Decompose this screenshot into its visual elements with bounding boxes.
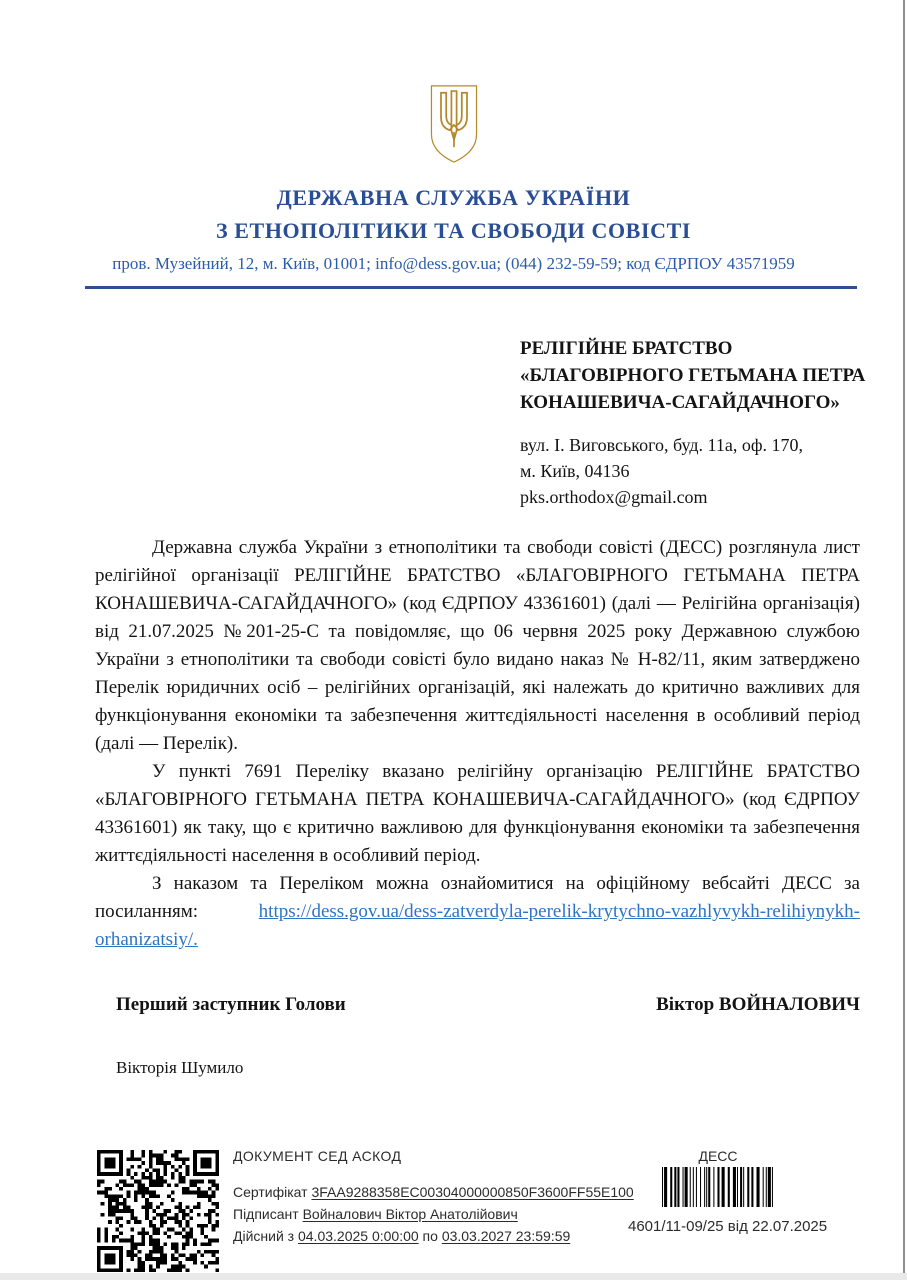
letter-body bbox=[95, 534, 860, 954]
org-contact-line: пров. Музейний, 12, м. Київ, 01001; info@dess.gov.ua; (044) 232-59-59; код ЄДРПОУ 43571959 bbox=[112, 254, 795, 273]
recipient-address-line: вул. І. Виговського, буд. 11а, оф. 170, bbox=[520, 435, 803, 455]
validity-from: 04.03.2025 0:00:00 bbox=[297, 1228, 419, 1244]
sed-askod-label: ДОКУМЕНТ СЕД АСКОД bbox=[233, 1148, 402, 1164]
paragraph-1: Державна служба України з етнополітики та свободи совісті (ДЕСС) розглянула лист релігійної організації РЕЛІГІЙНЕ БРАТСТВО «БЛАГОВІРНОГО ГЕТЬМАНА ПЕТРА КОНАШЕВИЧА-САГАЙДАЧНОГО» (код ЄДРПОУ 43361601) (далі — Релігійна організація) від 21.07.2025 №201-25-С та повідомляє, що 06 червня 2025 року Державною службою України з етнополітики та свободи совісті було видано наказ № Н-82/11, яким затверджено Перелік юридичних осіб – релігійних організацій, які належать до критично важливих для функціонування економіки та забезпечення життєдіяльності населення в особливий період (далі — Перелік). bbox=[95, 537, 860, 754]
paragraph-3-text: З наказом та Переліком можна ознайомитися на офіційному вебсайті ДЕСС за посиланням: bbox=[95, 873, 860, 922]
barcode-label: ДЕСС bbox=[698, 1148, 738, 1164]
signature-stamp-block bbox=[233, 1148, 634, 1247]
signature-row bbox=[116, 994, 860, 1016]
viewer-right-edge bbox=[903, 0, 905, 1280]
perelik-link[interactable]: https://dess.gov.ua/dess-zatverdyla-perelik-krytychno-vazhlyvykh-relihiynykh-orhanizatsiy/. bbox=[95, 901, 860, 950]
ukraine-trident-emblem-icon bbox=[428, 84, 480, 164]
recipient-address bbox=[520, 432, 872, 510]
letterhead-divider bbox=[85, 286, 857, 289]
recipient-name: РЕЛІГІЙНЕ БРАТСТВО «БЛАГОВІРНОГО ГЕТЬМАНА ПЕТРА КОНАШЕВИЧА-САГАЙДАЧНОГО» bbox=[520, 338, 866, 413]
paragraph-3 bbox=[95, 870, 860, 954]
letterhead bbox=[0, 0, 907, 169]
qr-code bbox=[97, 1150, 219, 1272]
validity-line bbox=[233, 1225, 634, 1247]
recipient-email: pks.orthodox@gmail.com bbox=[520, 487, 708, 507]
validity-mid: по bbox=[422, 1228, 438, 1244]
signer-label: Підписант bbox=[233, 1206, 299, 1222]
signer-line bbox=[233, 1203, 634, 1225]
certificate-value: 3FAA9288358EC00304000000850F3600FF55E100 bbox=[311, 1184, 634, 1200]
signer-position: Перший заступник Голови bbox=[116, 994, 346, 1015]
executor-name: Вікторія Шумило bbox=[116, 1058, 244, 1077]
validity-prefix: Дійсний з bbox=[233, 1228, 295, 1244]
signer-value: Войналович Віктор Анатолійович bbox=[302, 1206, 518, 1222]
recipient-address-line: м. Київ, 04136 bbox=[520, 461, 630, 481]
org-title-line1: ДЕРЖАВНА СЛУЖБА УКРАЇНИ bbox=[276, 185, 631, 210]
org-title bbox=[0, 181, 907, 247]
validity-to: 03.03.2027 23:59:59 bbox=[441, 1228, 571, 1244]
signer-name: Віктор ВОЙНАЛОВИЧ bbox=[656, 994, 860, 1015]
barcode bbox=[662, 1167, 775, 1207]
registration-number: 4601/11-09/25 від 22.07.2025 bbox=[628, 1218, 828, 1235]
registration-barcode-block bbox=[628, 1148, 828, 1235]
certificate-label: Сертифікат bbox=[233, 1184, 308, 1200]
paragraph-2: У пункті 7691 Переліку вказано релігійну організацію РЕЛІГІЙНЕ БРАТСТВО «БЛАГОВІРНОГО ГЕТЬМАНА ПЕТРА КОНАШЕВИЧА-САГАЙДАЧНОГО» (код ЄДРПОУ 43361601) як таку, що є критично важливою для функціонування економіки та забезпечення життєдіяльності населення в особливий період. bbox=[95, 761, 860, 866]
certificate-line bbox=[233, 1181, 634, 1203]
certificate-details bbox=[233, 1181, 634, 1247]
recipient-block bbox=[520, 335, 872, 510]
org-title-line2: З ЕТНОПОЛІТИКИ ТА СВОБОДИ СОВІСТІ bbox=[215, 218, 692, 243]
viewer-bottom-bar bbox=[0, 1273, 907, 1280]
